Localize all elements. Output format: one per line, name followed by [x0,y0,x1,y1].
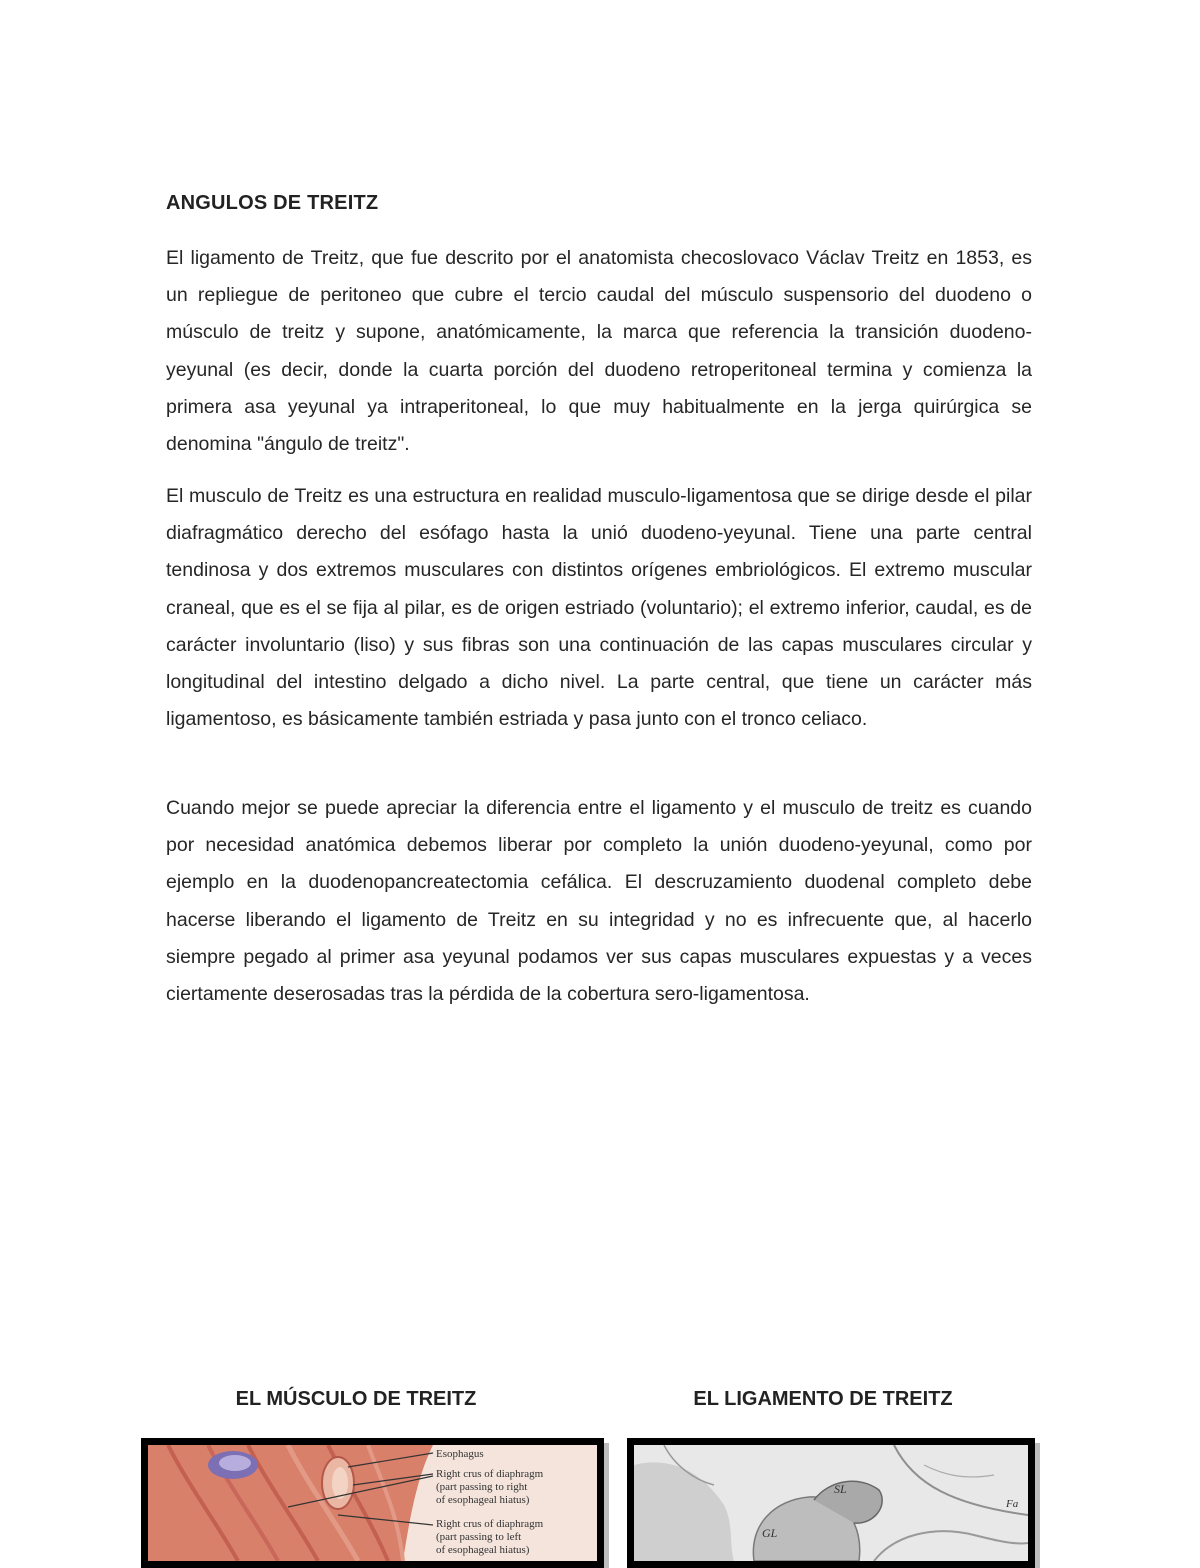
figure-musculo-treitz [141,1438,604,1568]
label-right-crus-1: Right crus of diaphragm [436,1468,544,1480]
label-right-crus-2-line2: (part passing to left [436,1531,522,1543]
paragraph-musculo: El musculo de Treitz es una estructura en realidad musculo-ligamentosa que se dirige desde el pilar diafragmático derecho del esófago hasta la unió duodeno-yeyunal. Tiene una parte central tendinosa y dos extremos musculares con distintos orígenes embriológicos. El extremo muscular craneal, que es el se fija al pilar, es de origen estriado (voluntario); el extremo inferior, caudal, es de carácter involuntario (liso) y sus fibras son una continuación de las capas musculares circular y longitudinal del intestino delgado a dicho nivel. La parte central, que tiene un carácter más ligamentoso, es básicamente también estriada y pasa junto con el tronco celiaco. [166,485,1032,731]
label-right-crus-2-line3: of esophageal hiatus) [436,1544,530,1556]
label-right-crus-2: Right crus of diaphragm [436,1518,544,1530]
figure-caption-ligamento: EL LIGAMENTO DE TREITZ [693,1388,953,1410]
label-fa: Fa [1006,1498,1019,1510]
figure-caption-musculo: EL MÚSCULO DE TREITZ [235,1388,477,1410]
anatomy-illustration-muscle [148,1445,597,1561]
figure-ligamento-treitz [627,1438,1035,1568]
paragraph-diferencia: Cuando mejor se puede apreciar la diferencia entre el ligamento y el musculo de treitz es cuando por necesidad anatómica debemos liberar por completo la unión duodeno-yeyunal, como por ejemplo en la duodenopancreatectomia cefálica. El descruzamiento duodenal completo debe hacerse liberando el ligamento de Treitz en su integridad y no es infrecuente que, al hacerlo siempre pegado al primer asa yeyunal podamos ver sus capas musculares expuestas y a veces ciertamente deserosadas tras la pérdida de la cobertura sero-ligamentosa. [166,797,1032,1006]
paragraph-ligamento: El ligamento de Treitz, que fue descrito por el anatomista checoslovaco Václav Treitz en 1853, es un repliegue de peritoneo que cubre el tercio caudal del músculo suspensorio del duodeno o músculo de treitz y supone, anatómicamente, la marca que referencia la transición duodeno-yeyunal (es decir, donde la cuarta porción del duodeno retroperitoneal termina y comienza la primera asa yeyunal ya intraperitoneal, lo que muy habitualmente en la jerga quirúrgica se denomina "ángulo de treitz". [166,247,1032,456]
label-right-crus-1-line3: of esophageal hiatus) [436,1494,530,1506]
label-esophagus: Esophagus [436,1448,484,1460]
page-title: ANGULOS DE TREITZ [166,192,379,214]
label-right-crus-1-line2: (part passing to right [436,1481,528,1493]
anatomy-illustration-ligament [634,1445,1028,1561]
label-sl: SL [834,1482,847,1496]
label-gl: GL [762,1526,778,1540]
